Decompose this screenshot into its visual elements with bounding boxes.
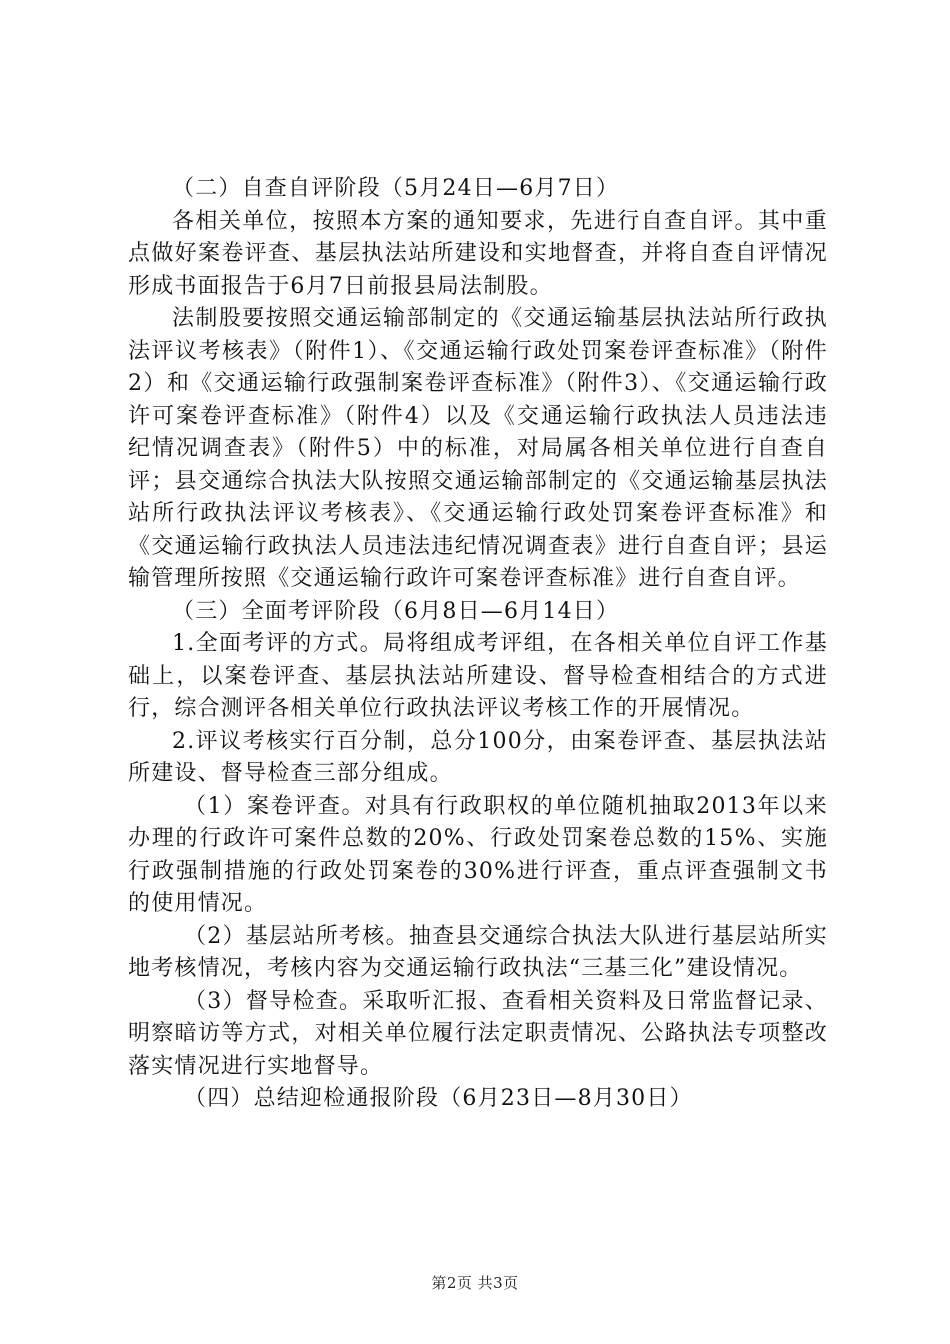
section-heading-full-evaluation: （三）全面考评阶段（6月8日—6月14日） [172,598,620,624]
paragraph-supervision-inspection: （3）督导检查。采取听汇报、查看相关资料及日常监督记录、明察暗访等方式，对相关单位履行法定职责情况、公路执法专项整改落实情况进行实地督导。 [128,988,828,1079]
paragraph-scoring-system: 2.评议考核实行百分制，总分100分，由案卷评查、基层执法站所建设、督导检查三部分组成。 [128,728,828,786]
page-number-footer: 第2页 共3页 [431,1274,519,1292]
paragraph-legal-section-standards: 法制股要按照交通运输部制定的《交通运输基层执法站所行政执法评议考核表》（附件1）、《交通运输行政处罚案卷评查标准》（附件2）和《交通运输行政强制案卷评查标准》（附件3）、《交通运输行政许可案卷评查标准》（附件4）以及《交通运输行政执法人员违法违纪情况调查表》（附件5）中的标准，对局属各相关单位进行自查自评；县交通综合执法大队按照交通运输部制定的《交通运输基层执法站所行政执法评议考核表》、《交通运输行政处罚案卷评查标准》和《交通运输行政执法人员违法违纪情况调查表》进行自查自评；县运输管理所按照《交通运输行政许可案卷评查标准》进行自查自评。 [128,306,828,591]
paragraph-evaluation-method: 1.全面考评的方式。局将组成考评组，在各相关单位自评工作基础上，以案卷评查、基层执法站所建设、督导检查相结合的方式进行，综合测评各相关单位行政执法评议考核工作的开展情况。 [128,631,828,721]
document-body [128,173,828,1116]
section-heading-self-assessment: （二）自查自评阶段（5月24日—6月7日） [172,176,620,201]
paragraph-station-assessment: （2）基层站所考核。抽查县交通综合执法大队进行基层站所实地考核情况，考核内容为交通运输行政执法“三基三化”建设情况。 [128,923,828,981]
paragraph-case-file-review: （1）案卷评查。对具有行政职权的单位随机抽取2013年以来办理的行政许可案件总数的20%、行政处罚案卷总数的15%、实施行政强制措施的行政处罚案卷的30%进行评查，重点评查强制文书的使用情况。 [128,793,828,916]
section-heading-summary-report: （四）总结迎检通报阶段（6月23日—8月30日） [184,1086,693,1111]
paragraph-self-assessment-requirements: 各相关单位，按照本方案的通知要求，先进行自查自评。其中重点做好案卷评查、基层执法站所建设和实地督查，并将自查自评情况形成书面报告于6月7日前报县局法制股。 [128,208,828,299]
